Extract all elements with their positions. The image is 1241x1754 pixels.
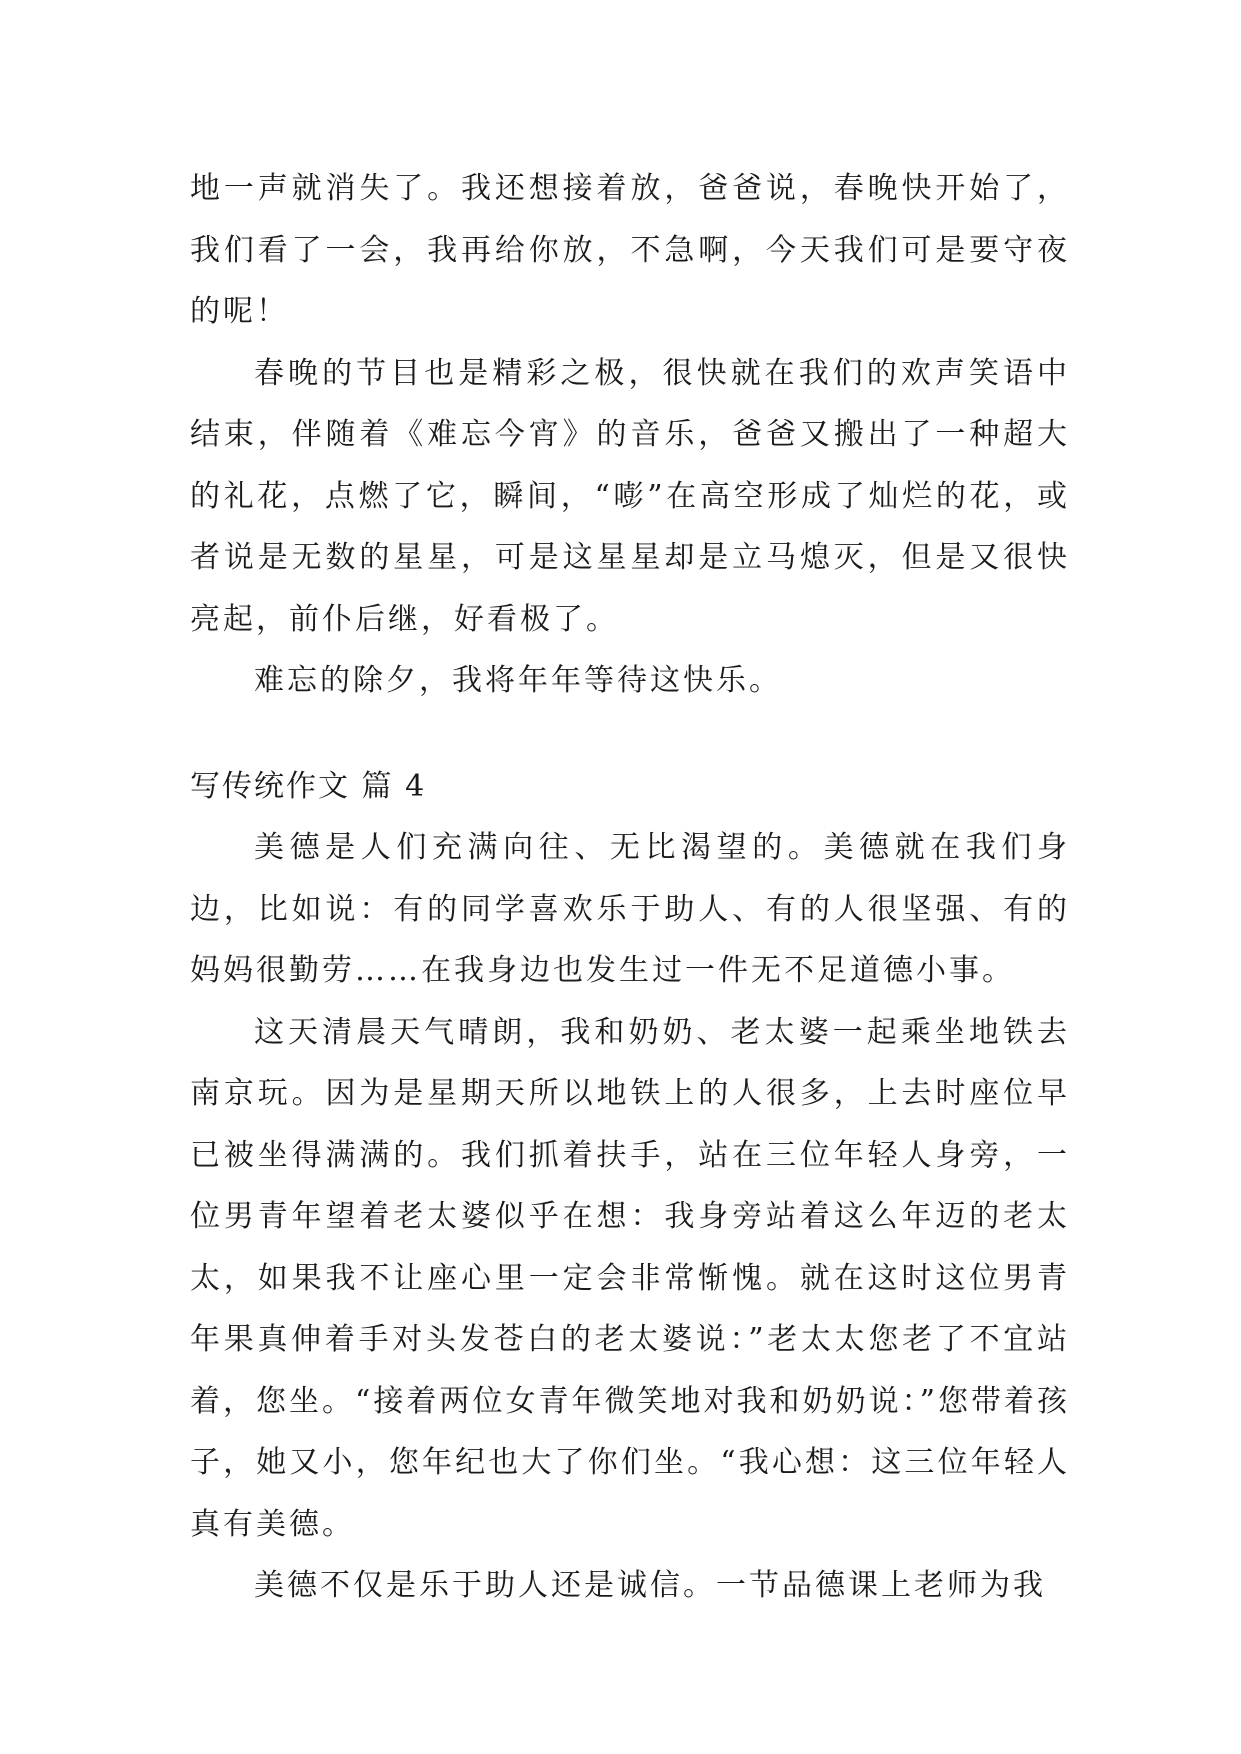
paragraph-honesty: 美德不仅是乐于助人还是诚信。一节品德课上老师为我 (254, 1568, 1046, 1603)
paragraph-spring-gala: 春晚的节目也是精彩之极，很快就在我们的欢声笑语中结束，伴随着《难忘今宵》的音乐，爸爸又搬出了一种超大的礼花，点燃了它，瞬间，“嘭”在高空形成了灿烂的花，或者说是无数的星星，可是这星星却是立马熄灭，但是又很快亮起，前仆后继，好看极了。 (190, 355, 1070, 637)
paragraph-new-year-eve: 难忘的除夕，我将年年等待这快乐。 (254, 663, 782, 698)
document-body (190, 158, 1070, 1617)
paragraph-subway-story: 这天清晨天气晴朗，我和奶奶、老太婆一起乘坐地铁去南京玩。因为是星期天所以地铁上的人很多，上去时座位早已被坐得满满的。我们抓着扶手，站在三位年轻人身旁，一位男青年望着老太婆似乎在想：我身旁站着这么年迈的老太太，如果我不让座心里一定会非常惭愧。就在这时这位男青年果真伸着手对头发苍白的老太婆说：”老太太您老了不宜站着，您坐。“接着两位女青年微笑地对我和奶奶说：”您带着孩子，她又小，您年纪也大了你们坐。“我心想：这三位年轻人真有美德。 (190, 1014, 1070, 1542)
paragraph-fireworks-continued: 地一声就消失了。我还想接着放，爸爸说，春晚快开始了，我们看了一会，我再给你放，不急啊，今天我们可是要守夜的呢！ (190, 171, 1070, 329)
section-heading: 写传统作文 篇 4 (190, 768, 427, 804)
paragraph-virtue-intro: 美德是人们充满向往、无比渴望的。美德就在我们身边，比如说：有的同学喜欢乐于助人、有的人很坚强、有的妈妈很勤劳……在我身边也发生过一件无不足道德小事。 (190, 830, 1070, 988)
